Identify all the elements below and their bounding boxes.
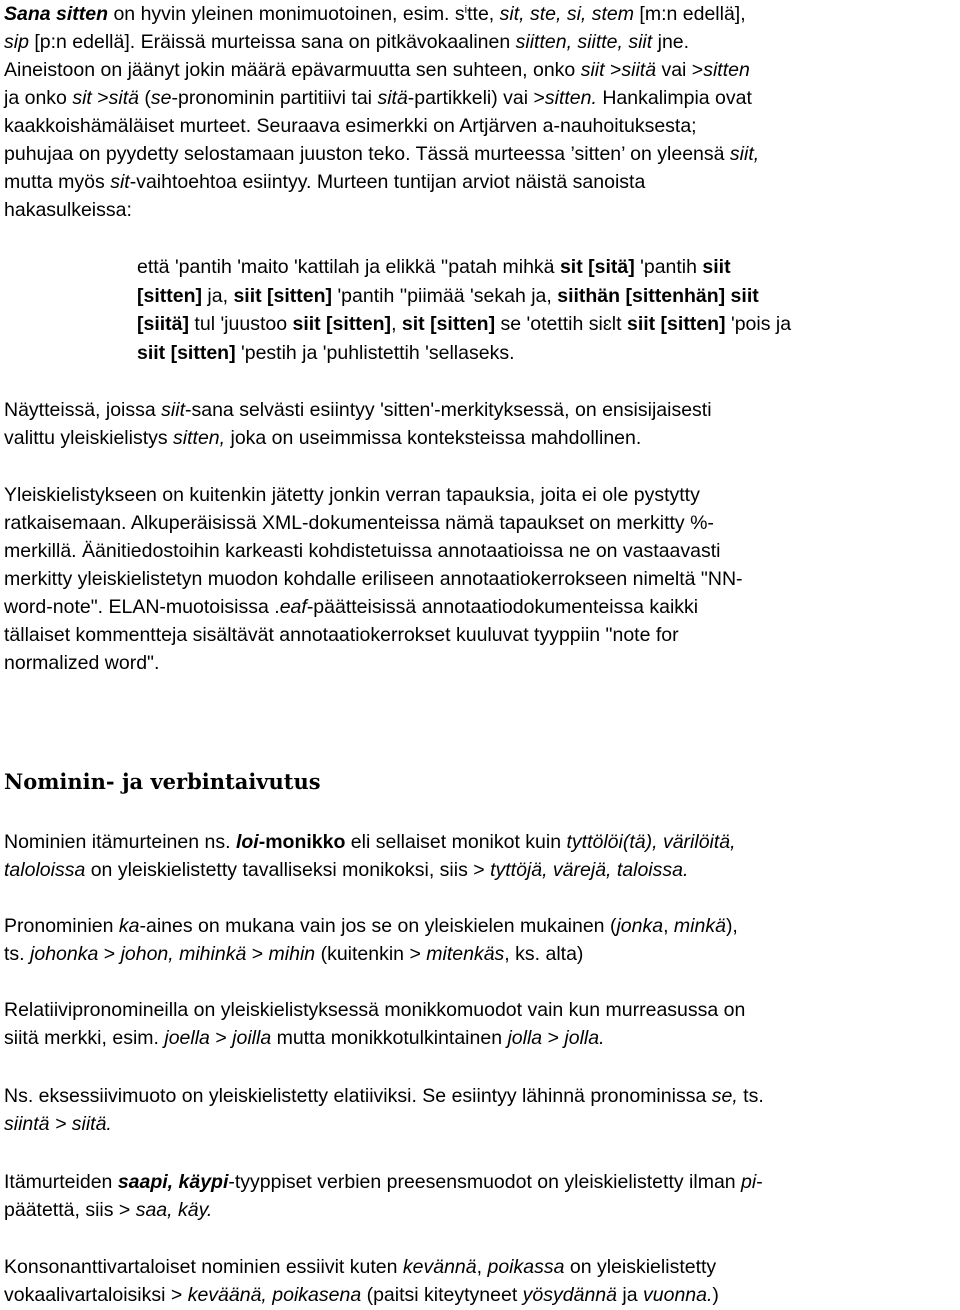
text-run: taloloissa [4,859,86,881]
text-run: siit [sitten] [233,284,333,307]
text-line [4,424,956,452]
text-run: > [604,59,622,81]
text-run: -aines on mukana vain jos se on yleiskielen mukainen ( [139,915,617,937]
text-run: saapi, käypi [117,1171,229,1193]
text-run: ja [616,1284,643,1306]
text-run: 'pantih [634,256,703,278]
text-run: että 'pantih 'maito 'kattilah ja elikkä ''patah mihkä [137,256,560,278]
text-line [4,828,956,856]
text-run: valittu yleiskielistys [4,427,174,449]
text-line [4,856,956,884]
text-run: -partikkeli) vai > [407,87,545,109]
text-run: ) [712,1284,719,1306]
paragraph-eksessiivi [4,1082,956,1138]
text-run: Yleiskielistykseen on kuitenkin jätetty jonkin verran tapauksia, joita ei ole pystytty [4,484,700,506]
text-line [4,84,956,112]
text-line [4,565,956,593]
text-run: , [476,1256,488,1278]
paragraph-essiivit [4,1253,956,1309]
text-run: tyttölöi(tä), värilöitä, [566,831,736,853]
text-line [4,1281,956,1309]
text-run: [p:n edellä]. Eräissä murteissa sana on pitkävokaalinen [28,31,516,53]
dialect-quote [137,253,959,367]
text-run: siitten, siitte, siit [515,31,653,53]
text-run: poikassa [487,1256,565,1278]
text-run: - [756,1171,763,1193]
text-run: se [150,87,172,109]
text-run: ( [138,87,151,109]
text-line [137,282,959,311]
text-run: siit [702,256,731,278]
text-run: joella [164,1027,210,1049]
text-run: Näytteissä, joissa [4,399,162,421]
text-line [4,1196,956,1224]
text-line [4,509,956,537]
text-run: sip [4,31,29,53]
text-run: jolla. [564,1027,605,1049]
text-run: Aineistoon on jäänyt jokin määrä epävarmuutta sen suhteen, onko [4,59,581,81]
text-run: minkä [673,915,726,937]
text-run: , [391,313,402,335]
text-run: pi [741,1171,757,1193]
text-run: puhujaa on pyydetty selostamaan juuston teko. Tässä murteessa ’sitten’ on yleensä [4,143,730,165]
text-run: merkitty yleiskielistetyn muodon kohdalle eriliseen annotaatiokerrokseen nimeltä "NN- [4,568,743,590]
text-run: siit [sitten] [292,313,392,335]
text-run: Relatiivipronomineilla on yleiskielistyksessä monikkomuodot vain kun murreasussa on [4,999,746,1021]
text-run: siitä [621,59,657,81]
text-run: jolla [507,1027,543,1049]
text-line [4,481,956,509]
text-run: jne. [652,31,690,53]
paragraph-relatiivipronomineilla [4,996,956,1052]
text-run: 'pantih ''piimää 'sekah ja, [332,284,558,307]
text-run: tul 'juustoo [189,313,293,335]
text-run: ja, [202,284,234,307]
text-run: (kuitenkin > [315,943,427,965]
text-run: i [464,4,468,16]
text-run: johon, mihinkä [120,943,247,965]
text-line [4,940,956,968]
text-line [4,593,956,621]
text-run: sitä [108,87,139,109]
text-run: sitten [703,59,750,81]
text-line [4,396,956,424]
text-line [137,339,959,368]
text-run: se 'otettih siɛlt [495,313,627,335]
text-run: kaakkoishämäläiset murteet. Seuraava esimerkki on Artjärven a-nauhoituksesta; [4,115,697,137]
text-run: > [542,1027,565,1049]
text-run: -sana selvästi esiintyy 'sitten'-merkityksessä, on ensisijaisesti [185,399,712,421]
text-run: tyttöjä, värejä, taloissa. [490,859,689,881]
text-run: siintä > siitä. [4,1113,112,1135]
text-run: on yleiskielistetty [564,1256,717,1278]
text-run: siithän [sittenhän] siit [557,284,759,307]
text-run: > [246,943,269,965]
text-run: ka [118,915,140,937]
text-run: Sana sitten [4,3,109,25]
text-run: (paitsi kiteytyneet [361,1284,523,1306]
text-run: tte, [467,3,500,25]
text-run: siit [sitten] [626,313,726,335]
text-run: ts. [737,1085,764,1107]
text-run: Konsonanttivartaloiset nominien essiivit kuten [4,1256,403,1278]
text-run: , ks. alta) [504,943,584,965]
text-run: päätettä, siis > [4,1199,136,1221]
text-line [4,112,956,140]
paragraph-sana-sitten [4,0,956,224]
text-run: -vaihtoehtoa esiintyy. Murteen tuntijan arviot näistä sanoista [129,171,646,193]
text-line [4,1168,956,1196]
text-line [4,168,956,196]
text-run: on hyvin yleinen monimuotoinen, esim. s [108,3,465,25]
text-run: mutta myös [4,171,111,193]
text-line [4,28,956,56]
text-run: > [98,943,121,965]
paragraph-loi-monikko [4,828,956,884]
text-run: Ns. eksessiivimuoto on yleiskielistetty elatiiviksi. Se esiintyy lähinnä pronominissa [4,1085,712,1107]
text-line [137,310,959,339]
paragraph-naytteissa [4,396,956,452]
text-run: normalized word". [4,652,160,674]
text-run: siit [161,399,185,421]
text-run: sitä [377,87,408,109]
text-run: vuonna. [643,1284,713,1306]
text-run: sit [110,171,130,193]
text-run: ), [725,915,738,937]
text-run: joka on useimmissa konteksteissa mahdollinen. [225,427,642,449]
text-run: -päätteisissä annotaatiodokumenteissa kaikki [306,596,699,618]
text-run: siit [580,59,605,81]
text-run: word-note". ELAN-muotoisissa . [4,596,280,618]
text-run: [m:n edellä], [634,3,746,25]
text-run: -pronominin partitiivi tai [171,87,378,109]
text-run: vokaalivartaloisiksi > [4,1284,188,1306]
text-run: 'pestih ja 'puhlistettih 'sellaseks. [235,341,515,364]
text-run: ts. [4,943,31,965]
paragraph-saapi-kaypi [4,1168,956,1224]
text-run: mutta monikkotulkintainen [271,1027,508,1049]
text-run: Nominien itämurteinen ns. [4,831,236,853]
text-run: eaf [279,596,307,618]
text-run: on yleiskielistetty tavalliseksi monikoksi, siis > [85,859,491,881]
text-run: siit [sitten] [137,341,236,364]
text-run: siit, [729,143,760,165]
text-run: sit [sitä] [559,256,635,278]
text-run: ja onko [4,87,73,109]
text-run: sitten, [173,427,226,449]
text-run: hakasulkeissa: [4,199,132,221]
text-run: siitä merkki, esim. [4,1027,165,1049]
text-line [4,0,956,28]
text-run: yösydännä [522,1284,617,1306]
text-line [4,912,956,940]
text-run: sit, ste, si, stem [499,3,634,25]
text-line [4,1024,956,1052]
text-run: [siitä] [137,313,190,335]
text-line [4,621,956,649]
text-line [4,196,956,224]
text-run: Itämurteiden [4,1171,118,1193]
text-line [4,140,956,168]
text-run: sitten. [544,87,597,109]
text-run: joilla [232,1027,272,1049]
text-run: [sitten] [137,284,202,307]
text-run: -monikko [258,831,346,853]
text-run: loi [235,831,259,853]
text-run: mihin [268,943,316,965]
text-run: 'pois ja [725,313,792,335]
text-run: Pronominien [4,915,119,937]
text-run: eli sellaiset monikot kuin [345,831,567,853]
text-run: mitenkäs [426,943,505,965]
text-run: merkillä. Äänitiedostoihin karkeasti kohdistetuissa annotaatioissa ne on vastaavasti [4,540,721,562]
text-run: > [209,1027,233,1049]
text-line [4,1082,956,1110]
text-run: kevännä [402,1256,477,1278]
text-run: ratkaisemaan. Alkuperäisissä XML-dokumenteissa nämä tapaukset on merkitty %- [4,512,714,534]
section-heading: Nominin- ja verbintaivutus [4,769,321,794]
text-run: Hankalimpia ovat [596,87,752,109]
text-run: johonka [30,943,99,965]
text-run: sit [72,87,92,109]
text-run: jonka [616,915,664,937]
text-run: -tyyppiset verbien preesensmuodot on yleiskielistetty ilman [228,1171,742,1193]
text-line [4,1253,956,1281]
text-line [4,649,956,677]
text-run: keväänä, poikasena [187,1284,362,1306]
text-run: sit [sitten] [401,313,496,335]
text-line [4,996,956,1024]
text-run: se, [711,1085,738,1107]
text-line [4,537,956,565]
text-run: vai > [656,59,704,81]
text-line [137,253,959,282]
text-line [4,56,956,84]
text-run: , [663,915,674,937]
text-run: saa, käy. [135,1199,213,1221]
text-line [4,1110,956,1138]
text-run: tällaiset kommentteja sisältävät annotaatiokerrokset kuuluvat tyyppiin "note for [4,624,679,646]
paragraph-pronominien-ka [4,912,956,968]
paragraph-yleiskielistykseen [4,481,956,677]
text-run: > [91,87,109,109]
